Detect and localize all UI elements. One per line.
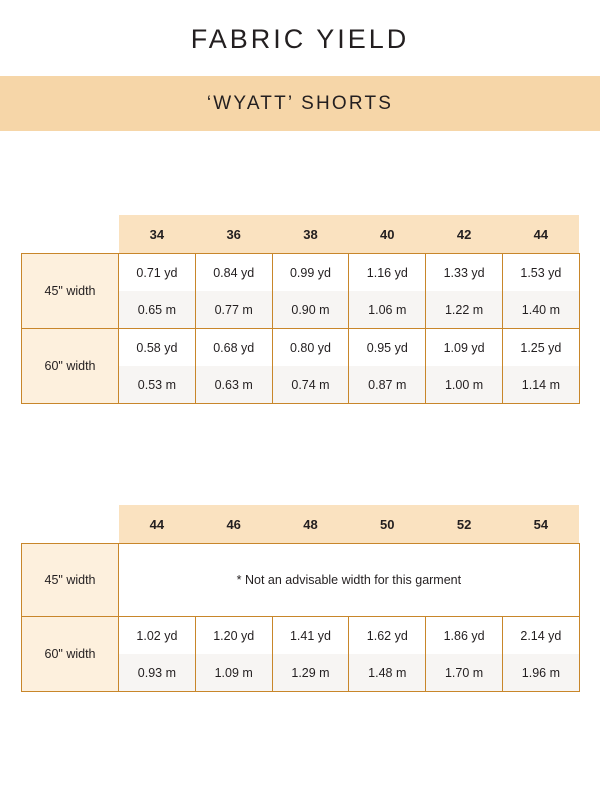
yield-value-cell: 1.96 m xyxy=(502,654,579,692)
size-header-cell: 44 xyxy=(119,505,196,544)
yield-value-cell: 0.58 yd xyxy=(119,329,196,367)
size-header-cell: 52 xyxy=(426,505,503,544)
table-body xyxy=(22,254,580,404)
table-body xyxy=(22,544,580,692)
yield-value-cell: 1.06 m xyxy=(349,291,426,329)
yield-value-cell: 1.14 m xyxy=(502,366,579,404)
yield-value-cell: 0.63 m xyxy=(195,366,272,404)
yield-table-sizes-34-44 xyxy=(21,215,580,404)
size-header-cell: 44 xyxy=(502,215,579,254)
yield-value-cell: 1.33 yd xyxy=(426,254,503,292)
garment-subtitle: ‘WYATT’ SHORTS xyxy=(206,92,394,114)
table-row xyxy=(22,544,580,617)
yield-value-cell: 0.74 m xyxy=(272,366,349,404)
table-row xyxy=(22,617,580,655)
not-advisable-note: * Not an advisable width for this garment xyxy=(119,544,580,617)
size-header-row xyxy=(22,505,580,544)
row-label-width: 60" width xyxy=(22,329,119,404)
table-row xyxy=(22,254,580,292)
yield-value-cell: 0.77 m xyxy=(195,291,272,329)
yield-value-cell: 0.65 m xyxy=(119,291,196,329)
yield-value-cell: 1.20 yd xyxy=(195,617,272,655)
subtitle-band xyxy=(0,76,600,131)
yield-value-cell: 1.48 m xyxy=(349,654,426,692)
yield-table-sizes-44-54-wrap xyxy=(21,505,579,692)
yield-table-sizes-34-44-wrap xyxy=(21,215,579,404)
row-label-width: 45" width xyxy=(22,544,119,617)
size-header-cell: 46 xyxy=(195,505,272,544)
yield-value-cell: 1.25 yd xyxy=(502,329,579,367)
yield-value-cell: 0.80 yd xyxy=(272,329,349,367)
size-header-cell: 40 xyxy=(349,215,426,254)
size-header-row xyxy=(22,215,580,254)
size-header-cell: 34 xyxy=(119,215,196,254)
size-header-cell: 36 xyxy=(195,215,272,254)
yield-value-cell: 1.62 yd xyxy=(349,617,426,655)
size-header-cell: 42 xyxy=(426,215,503,254)
yield-value-cell: 1.22 m xyxy=(426,291,503,329)
yield-value-cell: 1.00 m xyxy=(426,366,503,404)
size-header-cell: 50 xyxy=(349,505,426,544)
yield-value-cell: 0.90 m xyxy=(272,291,349,329)
yield-value-cell: 0.99 yd xyxy=(272,254,349,292)
size-header-cell: 38 xyxy=(272,215,349,254)
yield-value-cell: 0.95 yd xyxy=(349,329,426,367)
yield-value-cell: 0.71 yd xyxy=(119,254,196,292)
size-header-cell: 48 xyxy=(272,505,349,544)
yield-value-cell: 1.02 yd xyxy=(119,617,196,655)
yield-value-cell: 1.16 yd xyxy=(349,254,426,292)
yield-value-cell: 0.93 m xyxy=(119,654,196,692)
yield-value-cell: 1.09 yd xyxy=(426,329,503,367)
yield-value-cell: 0.53 m xyxy=(119,366,196,404)
yield-value-cell: 1.70 m xyxy=(426,654,503,692)
table-corner-cell xyxy=(22,215,119,254)
page-title: FABRIC YIELD xyxy=(190,24,410,54)
yield-value-cell: 0.87 m xyxy=(349,366,426,404)
row-label-width: 45" width xyxy=(22,254,119,329)
yield-value-cell: 1.53 yd xyxy=(502,254,579,292)
table-corner-cell xyxy=(22,505,119,544)
yield-value-cell: 1.86 yd xyxy=(426,617,503,655)
yield-table-sizes-44-54 xyxy=(21,505,580,692)
yield-value-cell: 1.41 yd xyxy=(272,617,349,655)
yield-value-cell: 2.14 yd xyxy=(502,617,579,655)
yield-value-cell: 0.84 yd xyxy=(195,254,272,292)
row-label-width: 60" width xyxy=(22,617,119,692)
yield-value-cell: 1.09 m xyxy=(195,654,272,692)
table-row xyxy=(22,329,580,367)
table-head xyxy=(22,505,580,544)
size-header-cell: 54 xyxy=(502,505,579,544)
yield-value-cell: 1.40 m xyxy=(502,291,579,329)
table-head xyxy=(22,215,580,254)
yield-value-cell: 1.29 m xyxy=(272,654,349,692)
yield-value-cell: 0.68 yd xyxy=(195,329,272,367)
